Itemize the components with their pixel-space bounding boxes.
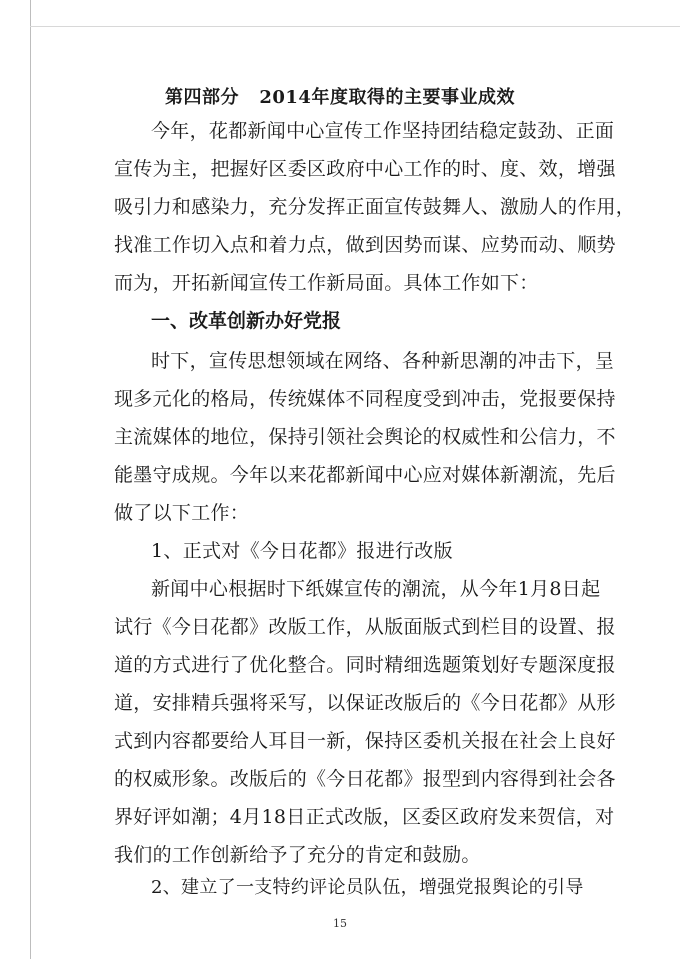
paragraph-line: 找准工作切入点和着力点，做到因势而谋、应势而动、顺势 (114, 234, 616, 256)
paragraph-line: 道，安排精兵强将采写，以保证改版后的《今日花都》从形 (114, 692, 616, 714)
scan-edge-left (30, 0, 31, 959)
scan-edge-top (30, 26, 680, 27)
paragraph-line: 时下，宣传思想领域在网络、各种新思潮的冲击下，呈 (151, 350, 615, 372)
paragraph-line: 道的方式进行了优化整合。同时精细选题策划好专题深度报 (114, 654, 616, 676)
paragraph-line: 主流媒体的地位，保持引领社会舆论的权威性和公信力，不 (114, 426, 616, 448)
page-number: 15 (333, 917, 347, 930)
paragraph-line: 做了以下工作： (114, 502, 250, 524)
paragraph-line: 新闻中心根据时下纸媒宣传的潮流，从今年1月8日起 (151, 578, 601, 600)
paragraph-line: 试行《今日花都》改版工作，从版面版式到栏目的设置、报 (114, 616, 616, 638)
paragraph-line: 能墨守成规。今年以来花都新闻中心应对媒体新潮流，先后 (114, 464, 616, 486)
paragraph-line: 而为，开拓新闻宣传工作新局面。具体工作如下： (114, 272, 539, 294)
page-title: 第四部分 2014年度取得的主要事业成效 (165, 87, 515, 108)
paragraph-line: 宣传为主，把握好区委区政府中心工作的时、度、效，增强 (114, 158, 616, 180)
paragraph-line: 界好评如潮；4月18日正式改版，区委区政府发来贺信，对 (114, 806, 615, 828)
paragraph-line: 今年，花都新闻中心宣传工作坚持团结稳定鼓劲、正面 (151, 120, 615, 142)
paragraph-line: 式到内容都要给人耳目一新，保持区委机关报在社会上良好 (114, 730, 616, 752)
item-heading: 1、正式对《今日花都》报进行改版 (151, 540, 453, 562)
paragraph-line: 现多元化的格局，传统媒体不同程度受到冲击，党报要保持 (114, 388, 616, 410)
paragraph-line: 吸引力和感染力，充分发挥正面宣传鼓舞人、激励人的作用， (114, 196, 636, 218)
section-heading: 一、改革创新办好党报 (151, 310, 342, 332)
paragraph-line: 我们的工作创新给予了充分的肯定和鼓励。 (114, 844, 481, 866)
paragraph-line: 的权威形象。改版后的《今日花都》报型到内容得到社会各 (114, 768, 616, 790)
item-heading: 2、建立了一支特约评论员队伍，增强党报舆论的引导 (151, 877, 584, 898)
